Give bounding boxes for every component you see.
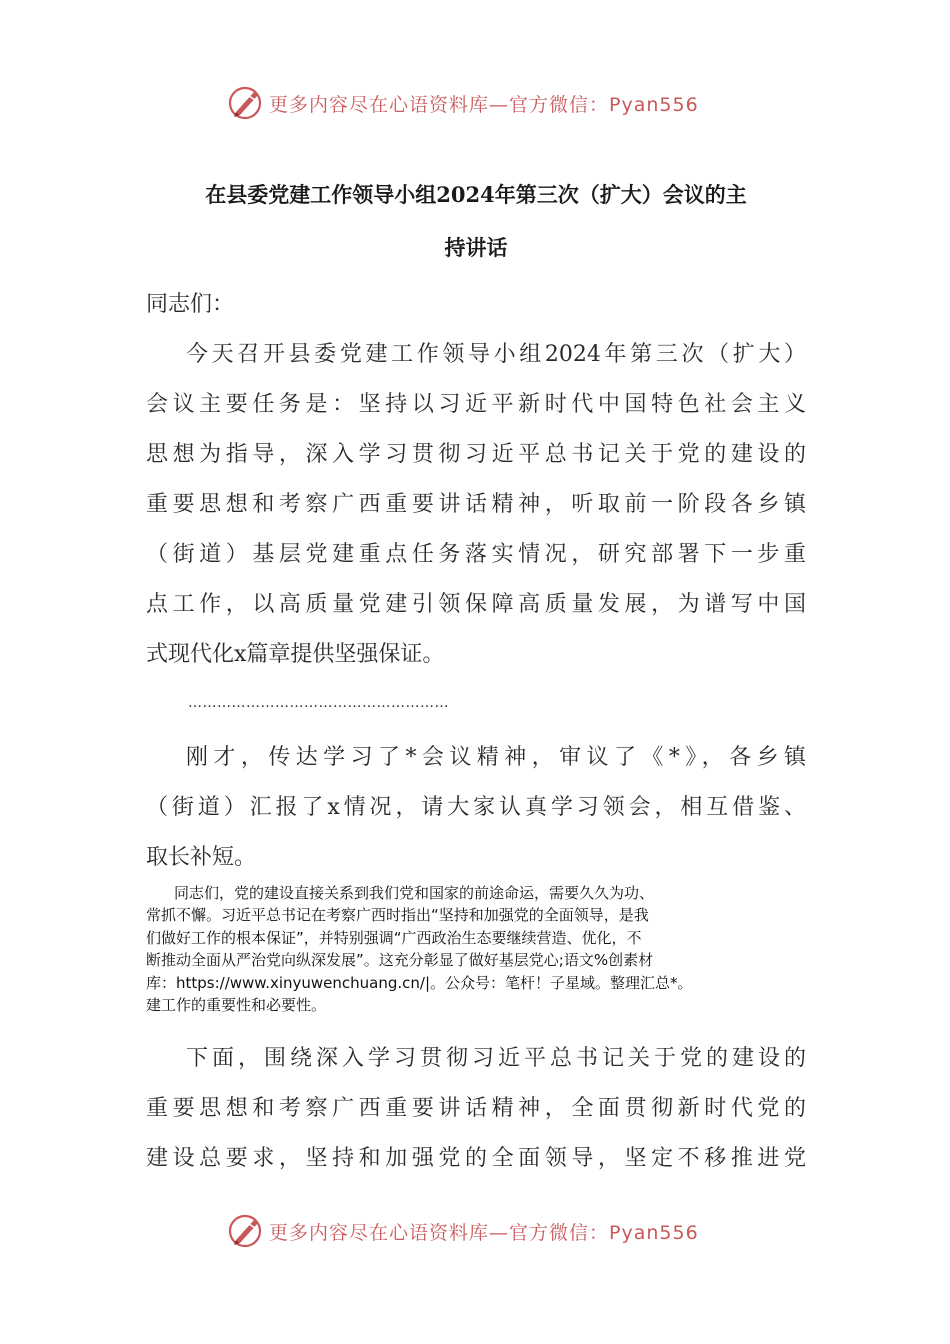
header-banner-text [269, 90, 699, 117]
pen-logo-icon [227, 1212, 265, 1250]
paragraph-3 [146, 1034, 806, 1184]
small-paragraph-line: 断推动全面从严治党向纵深发展”。这充分彰显了做好基层党心;语文%创素材 [146, 951, 654, 970]
paragraph-line: 重要思想和考察广西重要讲话精神，全面贯彻新时代党的 [146, 1096, 806, 1121]
small-paragraph-line: 常抓不懈。习近平总书记在考察广西时指出“坚持和加强党的全面领导，是我 [146, 906, 649, 925]
greeting [146, 280, 806, 330]
footer-wechat-id: Pyan556 [609, 1221, 699, 1244]
paragraph-line: （街道）基层党建重点任务落实情况，研究部署下一步重 [146, 542, 806, 567]
paragraph-line: 会议主要任务是：坚持以习近平新时代中国特色社会主义 [146, 392, 806, 417]
paragraph-line: （街道）汇报了x情况，请大家认真学习领会，相互借鉴、 [146, 795, 806, 820]
small-paragraph-line: 们做好工作的根本保证”，并特别强调“广西政治生态要继续营造、优化，不 [146, 928, 642, 947]
paragraph-2 [146, 733, 806, 883]
ellipsis-separator: ……………………………………………… [188, 695, 449, 711]
paragraph-line: 下面，围绕深入学习贯彻习近平总书记关于党的建设的 [186, 1046, 806, 1071]
paragraph-line: 刚才，传达学习了*会议精神，审议了《*》，各乡镇 [186, 745, 806, 770]
paragraph-line: 重要思想和考察广西重要讲话精神，听取前一阶段各乡镇 [146, 492, 806, 517]
paragraph-line: 点工作，以高质量党建引领保障高质量发展，为谱写中国 [146, 592, 806, 617]
footer-banner-text [269, 1218, 699, 1245]
paragraph-line: 建设总要求，坚持和加强党的全面领导，坚定不移推进党 [146, 1146, 806, 1171]
paragraph-line: 思想为指导，深入学习贯彻习近平总书记关于党的建设的 [146, 442, 806, 467]
paragraph-line: 取长补短。 [146, 845, 257, 870]
header-wechat-id: Pyan556 [609, 93, 699, 116]
document-title [146, 168, 806, 274]
paragraph-line: 今天召开县委党建工作领导小组2024年第三次（扩大） [186, 342, 806, 367]
footer-banner [227, 1211, 699, 1251]
title-line-1: 在县委党建工作领导小组2024年第三次（扩大）会议的主 [205, 182, 747, 207]
greeting-text: 同志们： [146, 292, 235, 317]
paragraph-line: 式现代化x篇章提供坚强保证。 [146, 642, 445, 667]
paragraph-1 [146, 330, 806, 680]
header-banner-label: 更多内容尽在心语资料库—官方微信： [269, 93, 610, 116]
inserted-small-paragraph [146, 882, 806, 1016]
pen-logo-icon [227, 84, 265, 122]
small-paragraph-line: 库：https://www.xinyuwenchuang.cn/|。公众号：笔杆！子星域。整理汇总*。 [146, 973, 693, 992]
footer-banner-label: 更多内容尽在心语资料库—官方微信： [269, 1221, 610, 1244]
header-banner [227, 83, 699, 123]
title-line-2: 持讲话 [444, 235, 508, 260]
small-paragraph-line: 建工作的重要性和必要性。 [146, 995, 327, 1014]
small-paragraph-line: 同志们，党的建设直接关系到我们党和国家的前途命运，需要久久为功、 [174, 884, 655, 902]
